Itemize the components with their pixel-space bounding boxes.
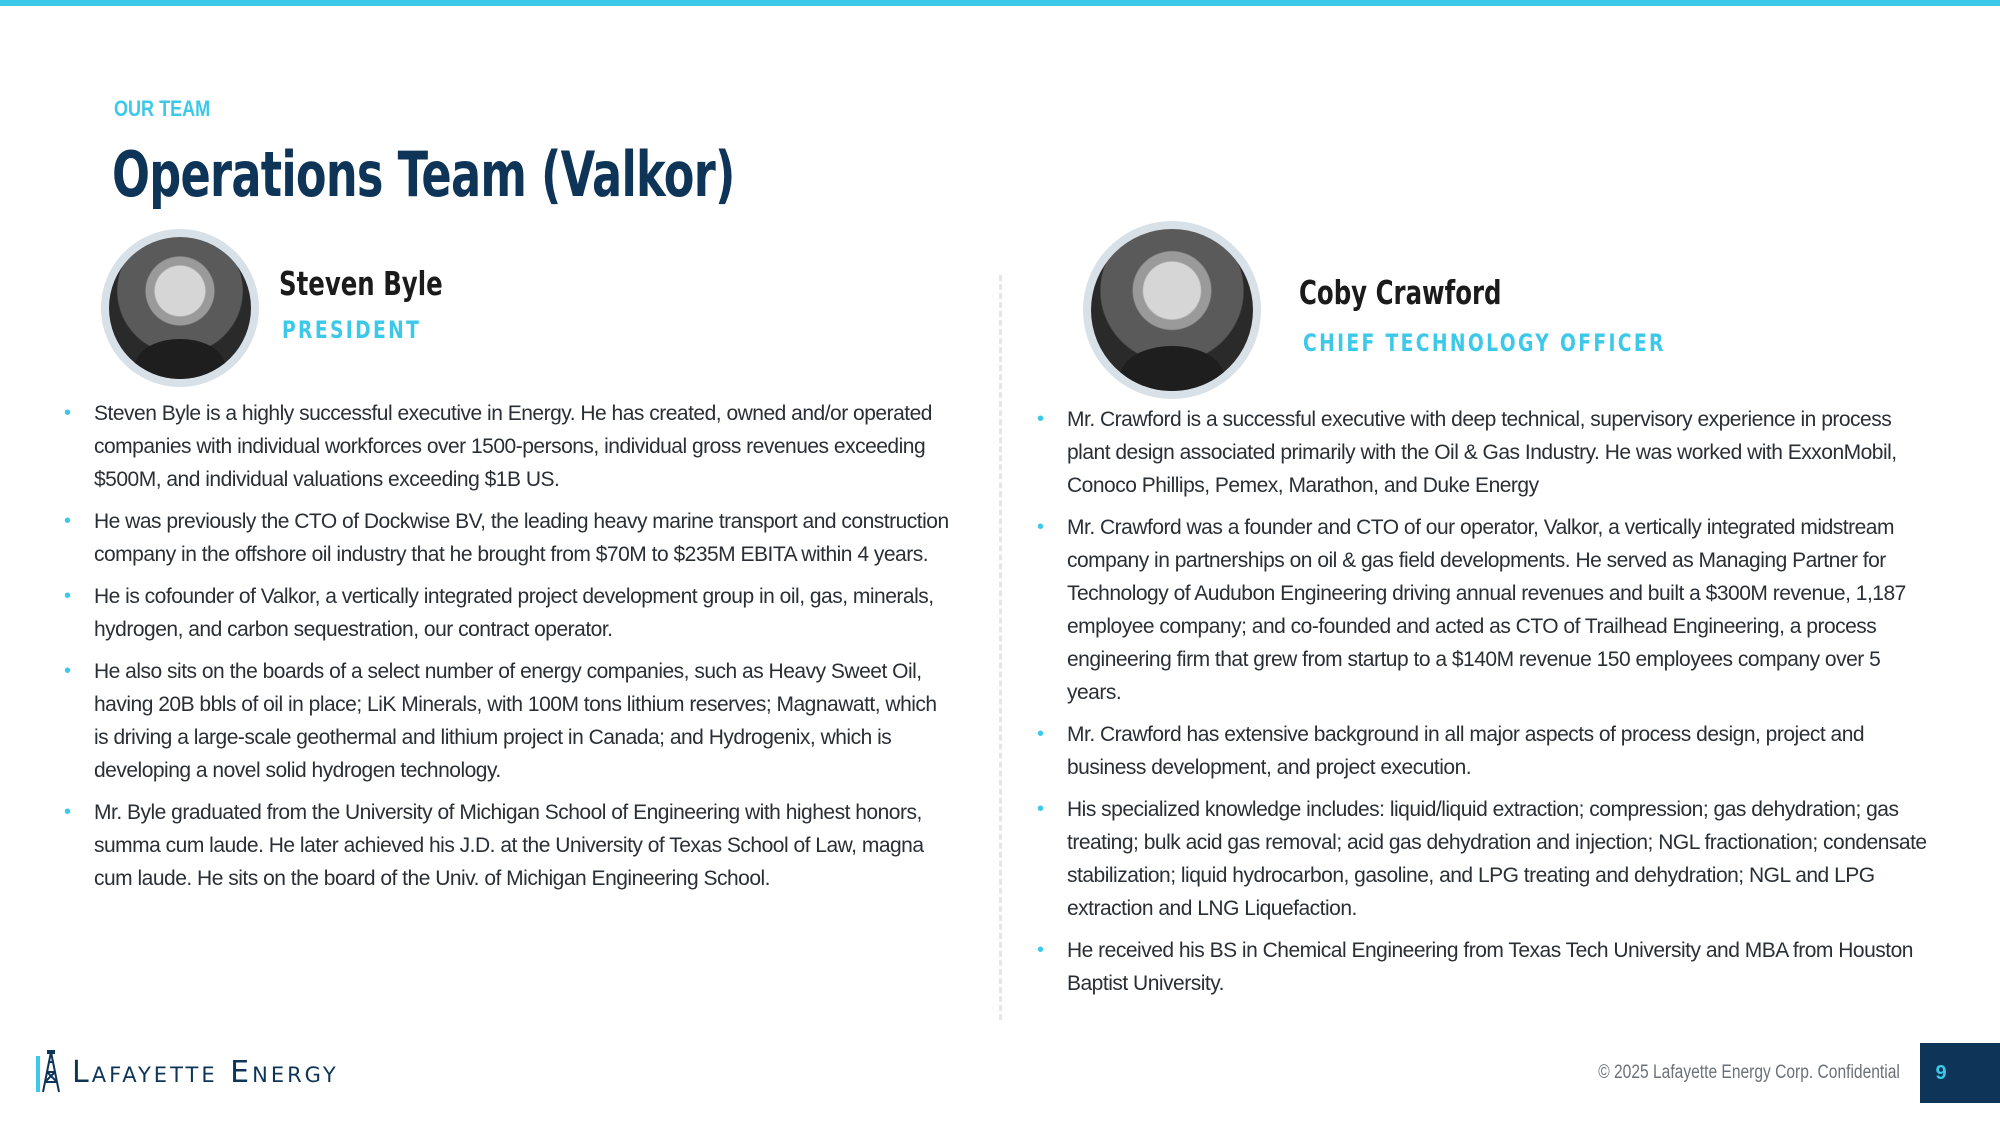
bio-item-text: • His specialized knowledge includes: liquid/liquid extraction; compression; gas dehydration; gas treating; bulk acid gas removal; acid gas dehydration and injection; NGL fractionation; condensate stabilization; liquid hydrocarbon, gasoline, and LPG treating and dehydration; NGL and LPG extraction and LNG Liquefaction. — [1067, 798, 1927, 920]
bio-item-text: • Mr. Crawford has extensive background in all major aspects of process design, project and business development, and project execution. — [1067, 723, 1865, 779]
section-eyebrow: OUR TEAM — [114, 96, 211, 121]
bio-item-text: • He received his BS in Chemical Engineering from Texas Tech University and MBA from Houston Baptist University. — [1067, 939, 1913, 995]
page-title: Operations Team (Valkor) — [112, 138, 735, 211]
bio-item-text: • Mr. Byle graduated from the University of Michigan School of Engineering with highest honors, summa cum laude. He later achieved his J.D. at the University of Texas School of Law, magna cum laude. He sits on the board of the Univ. of Michigan Engineering School. — [94, 801, 924, 890]
bio-item — [1037, 793, 1937, 925]
person-name: Coby Crawford — [1299, 273, 1502, 312]
bio-list-coby-crawford — [1037, 403, 1937, 1009]
bio-item — [1037, 403, 1937, 502]
bio-item-text: • Mr. Crawford was a founder and CTO of our operator, Valkor, a vertically integrated midstream company in partnerships on oil & gas field developments. He served as Managing Partner for Technology of Audubon Engineering driving annual revenues and built a $300M revenue, 1,187 employee company; and co-founded and acted as CTO of Trailhead Engineering, a process engineering firm that grew from startup to a $140M revenue 150 employees company over 5 years. — [1067, 516, 1906, 704]
person-name: Steven Byle — [279, 264, 443, 303]
top-accent-bar — [0, 0, 2000, 6]
bio-item-text: • Mr. Crawford is a successful executive with deep technical, supervisory experience in process plant design associated primarily with the Oil & Gas Industry. He was worked with ExxonMobil, Conoco Phillips, Pemex, Marathon, and Duke Energy — [1067, 408, 1897, 497]
bio-item-text: • He was previously the CTO of Dockwise BV, the leading heavy marine transport and construction company in the offshore oil industry that he brought from $70M to $235M EBITA within 4 years. — [94, 510, 949, 566]
avatar-photo — [109, 237, 251, 379]
bio-item-text: • Steven Byle is a highly successful executive in Energy. He has created, owned and/or operated companies with individual workforces over 1500-persons, individual gross revenues exceeding $500M, and individual valuations exceeding $1B US. — [94, 402, 932, 491]
column-divider — [999, 275, 1002, 1020]
bio-item — [1037, 718, 1937, 784]
bio-item — [64, 655, 954, 787]
company-logo — [36, 1050, 339, 1094]
avatar-steven-byle — [101, 229, 259, 387]
avatar-photo — [1091, 229, 1253, 391]
bio-item — [64, 580, 954, 646]
bio-item — [64, 796, 954, 895]
person-role: PRESIDENT — [282, 316, 422, 344]
bio-item — [64, 397, 954, 496]
bio-item-text: • He is cofounder of Valkor, a vertically integrated project development group in oil, gas, minerals, hydrogen, and carbon sequestration, our contract operator. — [94, 585, 934, 641]
logo-text: Lafayette Energy — [72, 1054, 339, 1090]
bio-item — [1037, 934, 1937, 1000]
oil-derrick-icon — [36, 1050, 66, 1094]
copyright-text: © 2025 Lafayette Energy Corp. Confidential — [1598, 1062, 1900, 1083]
person-role: CHIEF TECHNOLOGY OFFICER — [1303, 329, 1666, 357]
bio-item — [64, 505, 954, 571]
avatar-coby-crawford — [1083, 221, 1261, 399]
bio-item-text: • He also sits on the boards of a select number of energy companies, such as Heavy Sweet Oil, having 20B bbls of oil in place; LiK Minerals, with 100M tons lithium reserves; Magnawatt, which is driving a large-scale geothermal and lithium project in Canada; and Hydrogenix, which is developing a novel solid hydrogen technology. — [94, 660, 937, 782]
page-number: 9 — [1916, 1043, 2000, 1103]
bio-list-steven-byle — [64, 397, 954, 904]
bio-item — [1037, 511, 1937, 709]
